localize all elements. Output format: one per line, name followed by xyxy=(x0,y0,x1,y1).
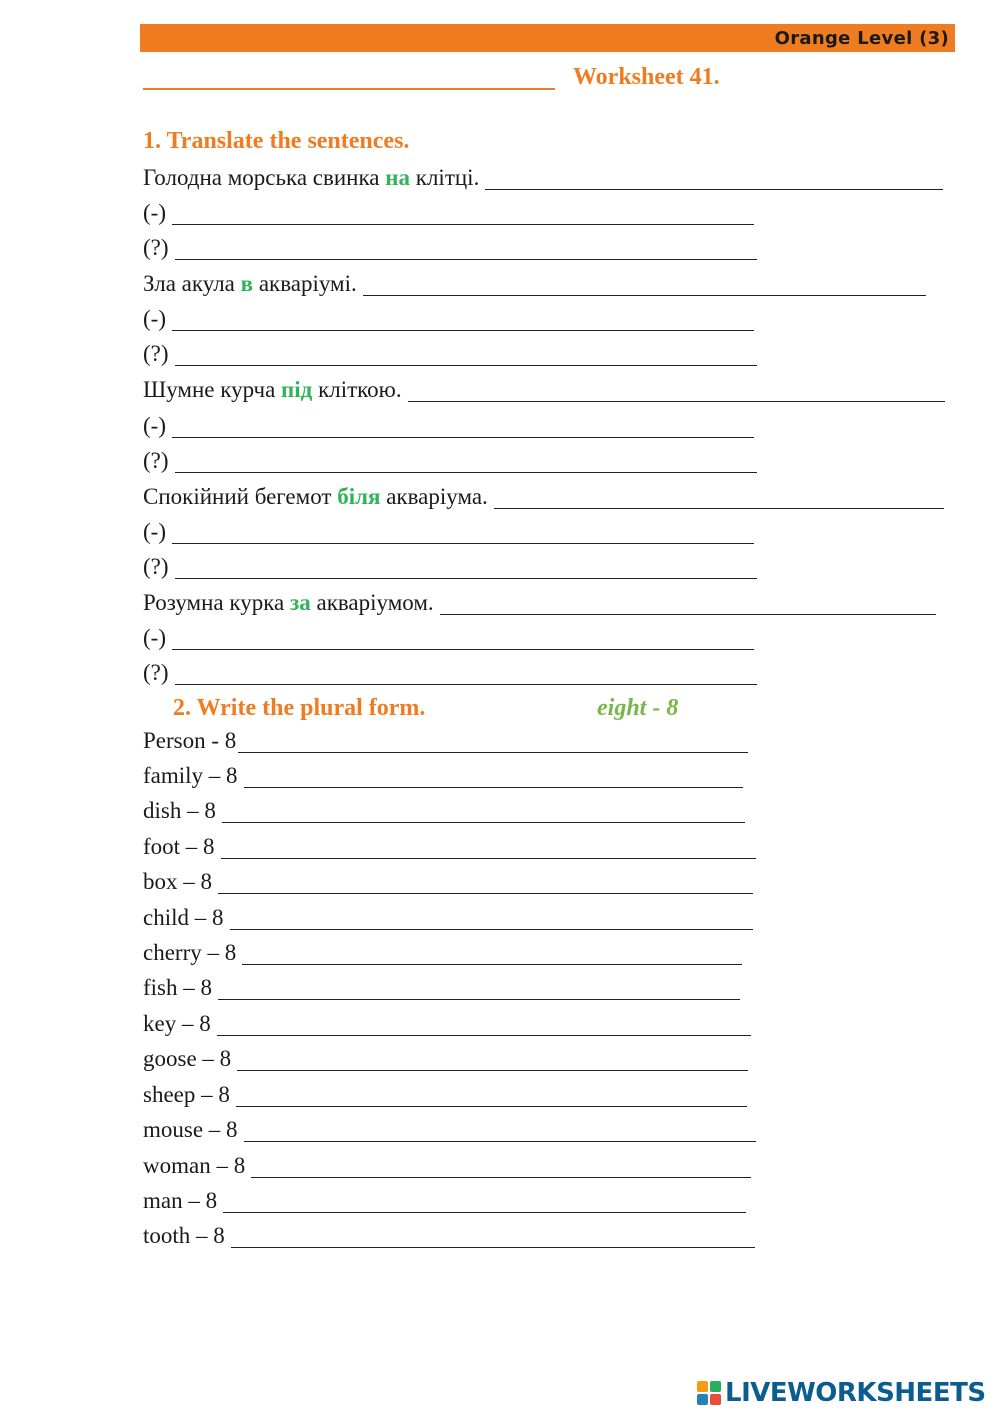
word-label: family – 8 xyxy=(143,763,238,788)
negative-marker: (-) xyxy=(143,200,166,225)
answer-line[interactable] xyxy=(175,472,757,473)
word-label: child – 8 xyxy=(143,905,224,930)
negative-marker: (-) xyxy=(143,413,166,438)
word-label: woman – 8 xyxy=(143,1153,246,1178)
preposition: на xyxy=(385,165,411,190)
answer-line[interactable] xyxy=(244,1141,756,1142)
plural-row xyxy=(143,727,748,755)
word-label: Person - 8 xyxy=(143,728,237,753)
liveworksheets-logo-icon xyxy=(697,1381,721,1405)
question-marker: (?) xyxy=(143,235,169,260)
answer-line[interactable] xyxy=(236,1106,747,1107)
word-label: foot – 8 xyxy=(143,834,215,859)
negative-marker: (-) xyxy=(143,519,166,544)
word-label: cherry – 8 xyxy=(143,940,237,965)
plural-row xyxy=(143,1045,748,1073)
sentence-row xyxy=(143,589,936,617)
sentence-row xyxy=(143,270,926,298)
word-label: goose – 8 xyxy=(143,1046,232,1071)
answer-line[interactable] xyxy=(237,1070,748,1071)
preposition: за xyxy=(289,590,311,615)
question-row xyxy=(143,553,757,581)
sentence-text: Шумне курча під кліткою. xyxy=(143,377,402,402)
logo-square xyxy=(710,1381,721,1392)
question-row xyxy=(143,659,757,687)
preposition: біля xyxy=(337,484,381,509)
plural-row xyxy=(143,1010,751,1038)
answer-line[interactable] xyxy=(172,437,754,438)
question-marker: (?) xyxy=(143,341,169,366)
answer-line[interactable] xyxy=(221,858,756,859)
plural-row xyxy=(143,1081,747,1109)
sentence-row xyxy=(143,483,944,511)
answer-line[interactable] xyxy=(175,259,757,260)
logo-text: LIVEWORKSHEETS xyxy=(725,1378,986,1408)
word-label: man – 8 xyxy=(143,1188,218,1213)
answer-line[interactable] xyxy=(218,999,740,1000)
negative-marker: (-) xyxy=(143,625,166,650)
sentence-row xyxy=(143,376,945,404)
plural-row xyxy=(143,1222,755,1250)
word-label: mouse – 8 xyxy=(143,1117,238,1142)
answer-line[interactable] xyxy=(485,189,943,190)
section-1-title: 1. Translate the sentences. xyxy=(143,128,410,154)
sentence-row xyxy=(143,164,943,192)
answer-line[interactable] xyxy=(175,365,757,366)
answer-line[interactable] xyxy=(222,822,745,823)
answer-line[interactable] xyxy=(172,224,754,225)
level-label: Orange Level (3) xyxy=(774,27,949,49)
answer-line[interactable] xyxy=(175,578,757,579)
word-label: sheep – 8 xyxy=(143,1082,230,1107)
worksheet-title: Worksheet 41. xyxy=(573,64,720,90)
negative-row xyxy=(143,624,754,652)
word-label: tooth – 8 xyxy=(143,1223,225,1248)
liveworksheets-logo xyxy=(697,1377,986,1409)
answer-line[interactable] xyxy=(223,1212,746,1213)
preposition: під xyxy=(281,377,313,402)
plural-row xyxy=(143,974,740,1002)
answer-line[interactable] xyxy=(440,614,936,615)
plural-row xyxy=(143,1116,756,1144)
answer-line[interactable] xyxy=(242,964,742,965)
word-label: box – 8 xyxy=(143,869,212,894)
plural-row xyxy=(143,868,753,896)
logo-square xyxy=(710,1394,721,1405)
negative-row xyxy=(143,305,754,333)
question-marker: (?) xyxy=(143,660,169,685)
question-marker: (?) xyxy=(143,448,169,473)
logo-square xyxy=(697,1394,708,1405)
negative-marker: (-) xyxy=(143,306,166,331)
answer-line[interactable] xyxy=(363,295,926,296)
hint-text: eight - 8 xyxy=(597,695,679,721)
answer-line[interactable] xyxy=(231,1247,755,1248)
plural-row xyxy=(143,762,743,790)
negative-row xyxy=(143,199,754,227)
word-label: fish – 8 xyxy=(143,975,212,1000)
answer-line[interactable] xyxy=(244,787,743,788)
level-banner xyxy=(140,24,955,52)
plural-row xyxy=(143,904,753,932)
answer-line[interactable] xyxy=(172,543,754,544)
sentence-text: Розумна курка за акваріумом. xyxy=(143,590,434,615)
answer-line[interactable] xyxy=(175,684,757,685)
question-marker: (?) xyxy=(143,554,169,579)
negative-row xyxy=(143,518,754,546)
question-row xyxy=(143,340,757,368)
negative-row xyxy=(143,412,754,440)
plural-row xyxy=(143,797,745,825)
answer-line[interactable] xyxy=(251,1177,751,1178)
section-2-title: 2. Write the plural form. xyxy=(173,695,426,721)
word-label: dish – 8 xyxy=(143,798,216,823)
preposition: в xyxy=(240,271,254,296)
answer-line[interactable] xyxy=(494,508,944,509)
answer-line[interactable] xyxy=(172,649,754,650)
plural-row xyxy=(143,1152,751,1180)
sentence-text: Спокійний бегемот біля акваріума. xyxy=(143,484,488,509)
student-name-line[interactable] xyxy=(143,88,555,90)
answer-line[interactable] xyxy=(238,752,748,753)
answer-line[interactable] xyxy=(408,401,945,402)
word-label: key – 8 xyxy=(143,1011,211,1036)
plural-row xyxy=(143,833,756,861)
plural-row xyxy=(143,939,742,967)
logo-square xyxy=(697,1381,708,1392)
sentence-text: Зла акула в акваріумі. xyxy=(143,271,357,296)
sentence-text: Голодна морська свинка на клітці. xyxy=(143,165,480,190)
question-row xyxy=(143,234,757,262)
plural-row xyxy=(143,1187,746,1215)
answer-line[interactable] xyxy=(230,929,754,930)
answer-line[interactable] xyxy=(217,1035,751,1036)
question-row xyxy=(143,447,757,475)
answer-line[interactable] xyxy=(218,893,753,894)
answer-line[interactable] xyxy=(172,330,754,331)
